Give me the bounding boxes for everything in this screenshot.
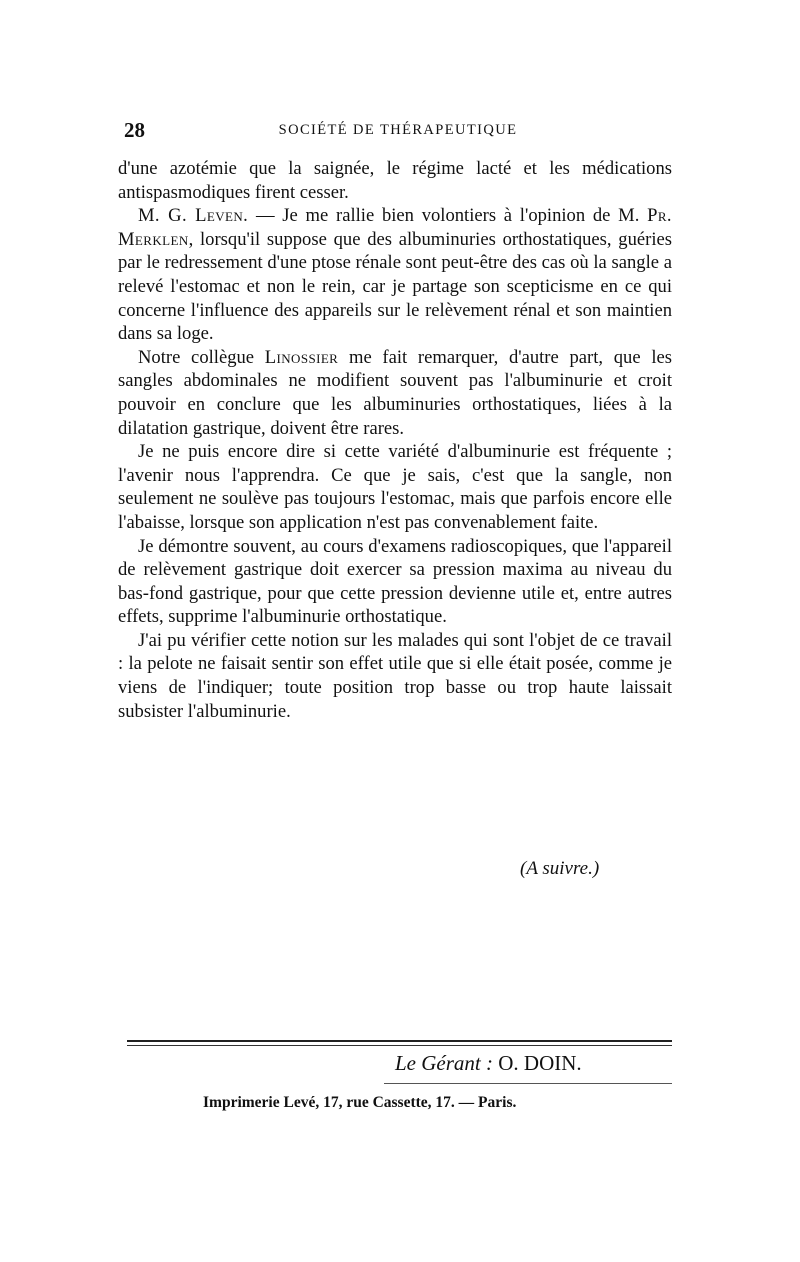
paragraph-3-rest: me fait remarquer, d'autre part, que les sangles abdominales ne modifient souvent pas l'albuminurie et croit pouvoir en conclure que les albuminuries orthostatiques, liées à la dilatation gastrique, doivent être rares. <box>118 346 672 439</box>
footer-rule-bottom <box>384 1083 672 1084</box>
running-head: SOCIÉTÉ DE THÉRAPEUTIQUE <box>278 122 518 138</box>
body-text <box>118 157 672 723</box>
to-be-continued: (A suivre.) <box>520 858 600 879</box>
paragraph-3 <box>118 346 672 440</box>
paragraph-3-start: Notre collègue <box>138 346 265 368</box>
footer-rule-top <box>127 1040 672 1042</box>
paragraph-1: d'une azotémie que la saignée, le régime lacté et les médications antispasmodiques firent cesser. <box>118 158 672 203</box>
manager-name: O. DOIN. <box>493 1051 582 1075</box>
paragraph-4: Je ne puis encore dire si cette variété d'albuminurie est fréquente ; l'avenir nous l'apprendra. Ce que je sais, c'est que la sangle, non seulement ne soulève pas toujours l'estomac, mais que parfois encore elle l'abaisse, lorsque son application n'est pas convenablement faite. <box>118 441 672 533</box>
page-header <box>124 118 672 144</box>
printer-line: Imprimerie Levé, 17, rue Cassette, 17. — Paris. <box>203 1094 517 1111</box>
manager-line <box>395 1051 582 1076</box>
manager-label: Le Gérant : <box>395 1051 493 1075</box>
paragraph-2 <box>118 204 672 346</box>
paragraph-2-rest: , lorsqu'il suppose que des albuminuries orthostatiques, guéries par le redressement d'une ptose rénale sont peut-être des cas où la sangle a relevé l'estomac et non le rein, car je partage son scepticisme en ce qui concerne l'influence des appareils sur le relèvement rénal et son maintien dans sa loge. <box>118 228 672 345</box>
cited-name: Pr. Merklen <box>118 205 672 250</box>
speaker-name: M. G. Leven. <box>138 205 249 227</box>
page-number: 28 <box>124 118 145 142</box>
paragraph-6: J'ai pu vérifier cette notion sur les malades qui sont l'objet de ce travail : la pelote ne faisait sentir son effet utile que si elle était posée, comme je viens de l'indiquer; toute position trop basse ou trop haute laissait subsister l'albuminurie. <box>118 629 672 722</box>
footer-rule-top-thin <box>127 1045 672 1046</box>
colleague-name: Linossier <box>264 346 339 368</box>
paragraph-2-text: — Je me rallie bien volontiers à l'opinion de M. <box>248 205 648 227</box>
paragraph-5: Je démontre souvent, au cours d'examens radioscopiques, que l'appareil de relèvement gastrique doit exercer sa pression maxima au niveau du bas-fond gastrique, pour que cette pression devienne utile et, entre autres effets, supprime l'albuminurie orthostatique. <box>118 535 672 628</box>
